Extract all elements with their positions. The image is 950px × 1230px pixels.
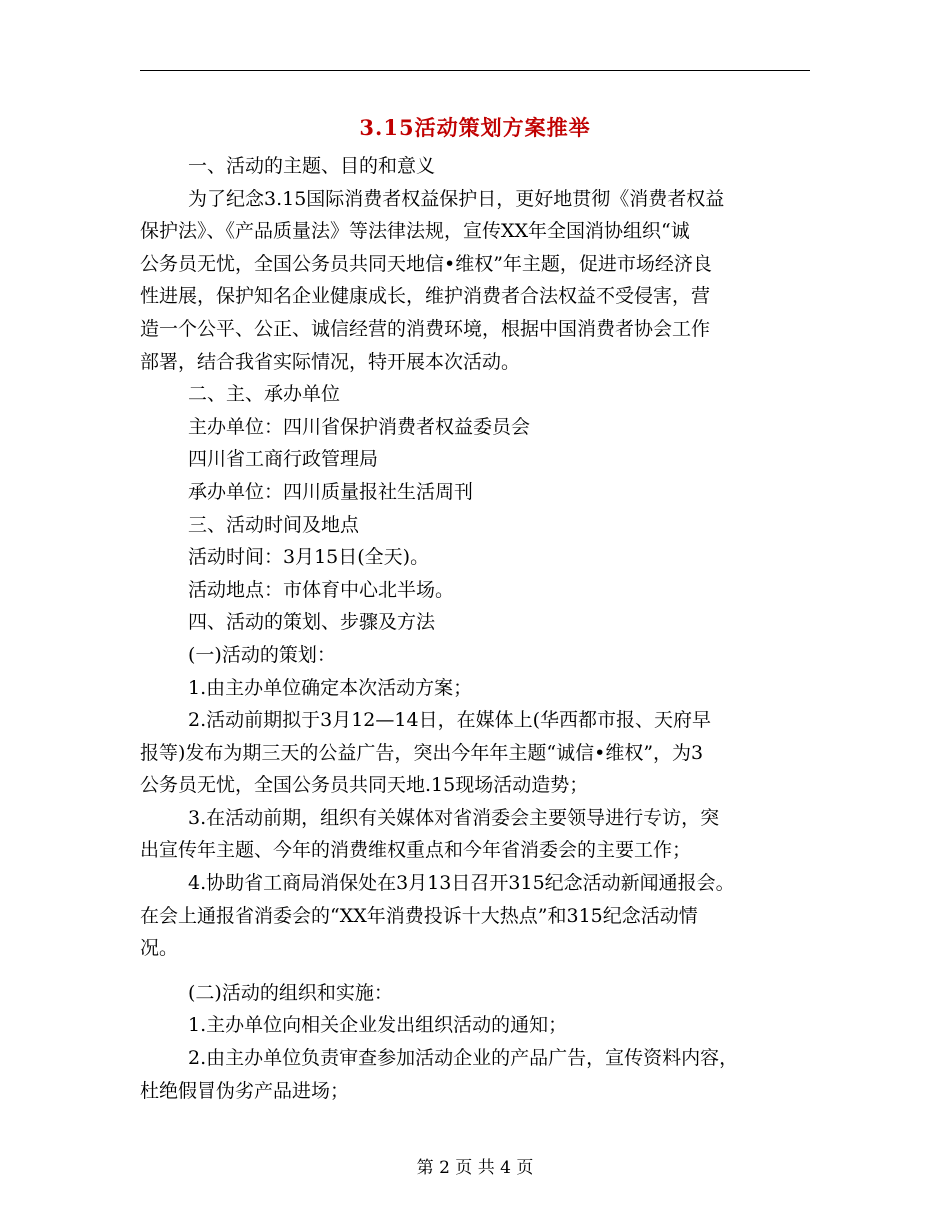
- text-line: 1.主办单位向相关企业发出组织活动的通知；: [188, 1014, 568, 1037]
- text-line: 四川省工商行政管理局: [188, 448, 379, 471]
- text-line: 为了纪念3.15国际消费者权益保护日，更好地贯彻《消费者权益: [188, 187, 725, 210]
- text-line: 保护法》、《产品质量法》等法律法规，宣传XX年全国消协组织“诚: [140, 220, 690, 243]
- text-line: 活动地点：市体育中心北半场。: [188, 578, 455, 601]
- document-body: [140, 150, 810, 1107]
- text-line: 性进展，保护知名企业健康成长，维护消费者合法权益不受侵害，营: [140, 285, 711, 308]
- text-line: 一、活动的主题、目的和意义: [188, 155, 436, 177]
- text-line: 杜绝假冒伪劣产品进场；: [140, 1079, 350, 1102]
- text-line: 3.在活动前期，组织有关媒体对省消委会主要领导进行专访，突: [188, 806, 720, 829]
- text-line: 2.活动前期拟于3月12—14日，在媒体上(华西都市报、天府早: [188, 709, 711, 732]
- text-line: 二、主、承办单位: [188, 383, 341, 406]
- page-footer: 第 2 页 共 4 页: [416, 1158, 534, 1178]
- text-line: 部署，结合我省实际情况，特开展本次活动。: [140, 350, 521, 373]
- text-line: (二)活动的组织和实施：: [188, 981, 393, 1004]
- document-title: 3.15活动策划方案推举: [359, 115, 591, 140]
- paragraph-gap: [140, 965, 810, 977]
- text-line: 四、活动的策划、步骤及方法: [188, 611, 436, 634]
- header-rule: [140, 70, 810, 71]
- text-line: 出宣传年主题、今年的消费维权重点和今年省消委会的主要工作；: [140, 839, 692, 862]
- text-line: 承办单位：四川质量报社生活周刊: [188, 480, 474, 503]
- text-line: 活动时间：3月15日(全天)。: [188, 546, 430, 569]
- text-line: 造一个公平、公正、诚信经营的消费环境，根据中国消费者协会工作: [140, 317, 711, 340]
- text-line: 2.由主办单位负责审查参加活动企业的产品广告，宣传资料内容，: [188, 1047, 739, 1070]
- text-line: 公务员无忧，全国公务员共同天地信•维权”年主题，促进市场经济良: [140, 252, 712, 275]
- text-line: 公务员无忧，全国公务员共同天地.15现场活动造势；: [140, 774, 589, 797]
- text-line: 4.协助省工商局消保处在3月13日召开315纪念活动新闻通报会。: [188, 872, 735, 895]
- text-line: 三、活动时间及地点: [188, 513, 360, 536]
- text-line: 况。: [140, 937, 179, 960]
- text-line: (一)活动的策划：: [188, 643, 336, 666]
- text-line: 1.由主办单位确定本次活动方案；: [188, 676, 473, 699]
- text-line: 在会上通报省消委会的“XX年消费投诉十大热点”和315纪念活动情: [140, 904, 698, 927]
- text-line: 主办单位：四川省保护消费者权益委员会: [188, 415, 531, 438]
- text-line: 报等)发布为期三天的公益广告，突出今年年主题“诚信•维权”，为3: [140, 741, 704, 764]
